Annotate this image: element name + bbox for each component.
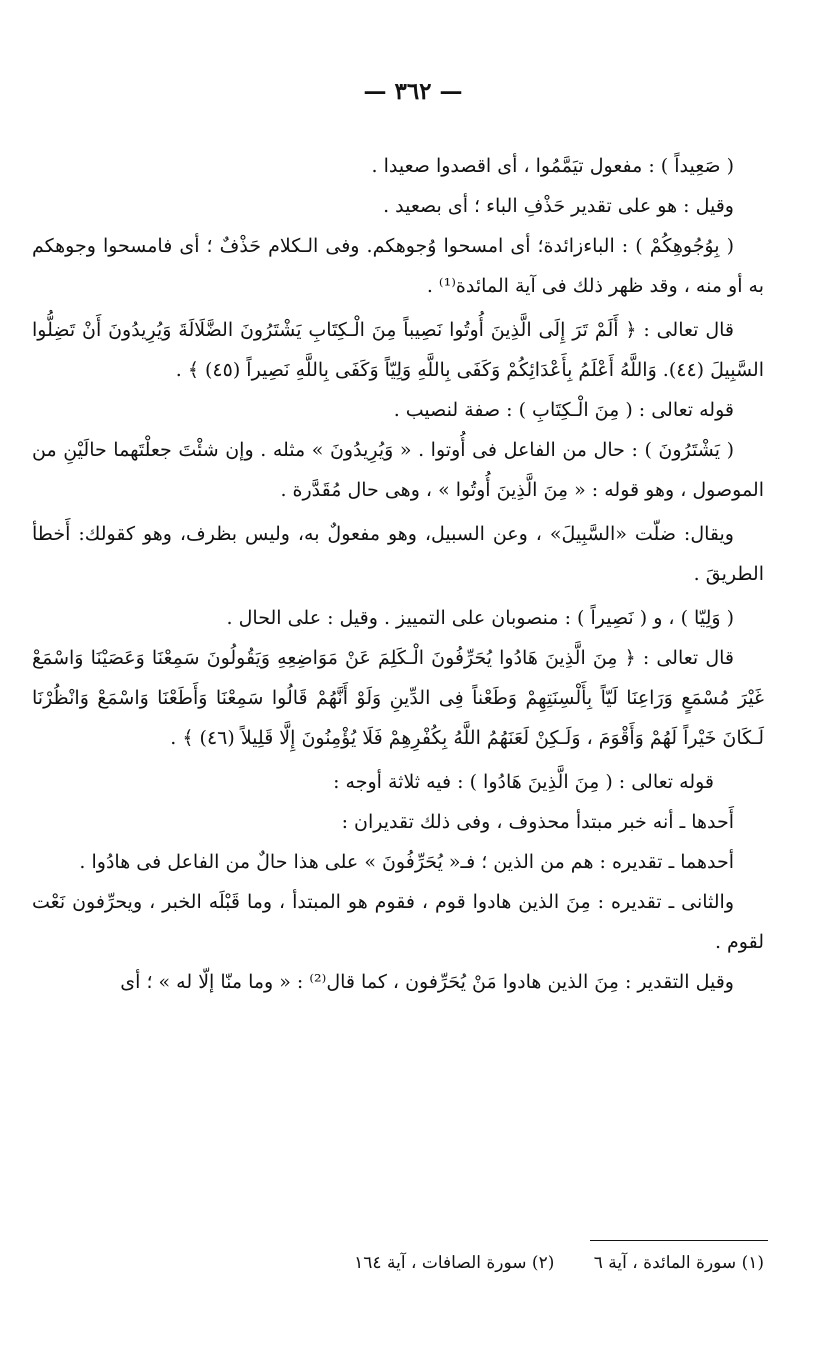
paragraph: ( يَشْتَرُونَ ) : حال من الفاعل فى أُوتوا . « وَيُرِيدُونَ » مثله . وإن شئْتَ جعلْتَهما حالَيْنِ من الموصول ، وهو قوله : « مِنَ الَّذِينَ أُوتُوا » ، وهى حال مُقَدَّرة . [32, 439, 764, 501]
main-text [32, 146, 764, 1002]
paragraph: وقيل التقدير : مِنَ الذين هادوا مَنْ يُحَرِّفون ، كما قال⁽²⁾ : « وما منّا إلّا له » ؛ أى [120, 971, 734, 993]
footnote-divider [590, 1240, 768, 1241]
page-number: — ٣٦٢ — [363, 78, 463, 105]
quran-verse: قال تعالى : ﴿ مِنَ الَّذِينَ هَادُوا يُحَرِّفُونَ الْـكَلِمَ عَنْ مَوَاضِعِهِ وَيَقُولُونَ سَمِعْنَا وَعَصَيْنَا وَاسْمَعْ غَيْرَ مُسْمَعٍ وَرَاعِنَا لَيّاً بِأَلْسِنَتِهِمْ وَطَعْناً فِى الدِّينِ وَلَوْ أَنَّهُمْ قَالُوا سَمِعْنَا وَأَطَعْنَا وَاسْمَعْ وَانْظُرْنَا لَـكَانَ خَيْراً لَهُمْ وَأَقْوَمَ ، وَلَـكِنْ لَعَنَهُمُ اللَّهُ بِكُفْرِهِمْ فَلَا يُؤْمِنُونَ إِلَّا قَلِيلاً (٤٦) ﴾ . [32, 647, 764, 749]
paragraph: ( وَلِيّا ) ، و ( نَصِيراً ) : منصوبان على التمييز . وقيل : على الحال . [226, 607, 734, 629]
paragraph: وقيل : هو على تقدير حَذْفِ الباء ؛ أى بصعيد . [383, 195, 734, 217]
paragraph: ( بِوُجُوهِكُمْ ) : الباءزائدة؛ أى امسحوا وُجوهكم. وفى الـكلام حَذْفٌ ؛ أى فامسحوا وجوهكم به أو منه ، وقد ظهر ذلك فى آية المائدة⁽¹⁾ . [32, 235, 764, 297]
paragraph: قوله تعالى : ( مِنَ الَّذِينَ هَادُوا ) : فيه ثلاثة أوجه : [333, 771, 714, 793]
paragraph: قوله تعالى : ( مِنَ الْـكِتَابِ ) : صفة لنصيب . [393, 399, 734, 421]
paragraph: أحدهما ـ تقديره : هم من الذين ؛ فـ« يُحَرِّفُونَ » على هذا حالٌ من الفاعل فى هادُوا . [79, 851, 734, 873]
quran-verse: قال تعالى : ﴿ أَلَمْ تَرَ إِلَى الَّذِينَ أُوتُوا نَصِيباً مِنَ الْـكِتَابِ يَشْتَرُونَ الضَّلَالَةَ وَيُرِيدُونَ أَنْ تَضِلُّوا السَّبِيلَ (٤٤). وَاللَّهُ أَعْلَمُ بِأَعْدَائِكُمْ وَكَفَى بِاللَّهِ وَلِيّاً وَكَفَى بِاللَّهِ نَصِيراً (٤٥) ﴾ . [32, 319, 764, 381]
paragraph: ( صَعِيداً ) : مفعول تيَمَّمُوا ، أى اقصدوا صعيدا . [371, 155, 734, 177]
paragraph: والثانى ـ تقديره : مِنَ الذين هادوا قوم ، فقوم هو المبتدأ ، وما قَبْلَه الخبر ، ويحرِّفون نَعْت لقوم . [32, 891, 764, 953]
footnotes [0, 1250, 764, 1276]
footnote-1: (١) سورة المائدة ، آية ٦ [593, 1253, 764, 1273]
paragraph: ويقال: ضلّت «السَّبِيلَ» ، وعن السبيل، وهو مفعولٌ به، وليس بظرف، وهو كقولك: أَخطأ الطريقَ . [32, 523, 764, 585]
footnote-2: (٢) سورة الصافات ، آية ١٦٤ [354, 1253, 555, 1273]
paragraph: أَحدها ـ أنه خبر مبتدأ محذوف ، وفى ذلك تقديران : [341, 811, 734, 833]
